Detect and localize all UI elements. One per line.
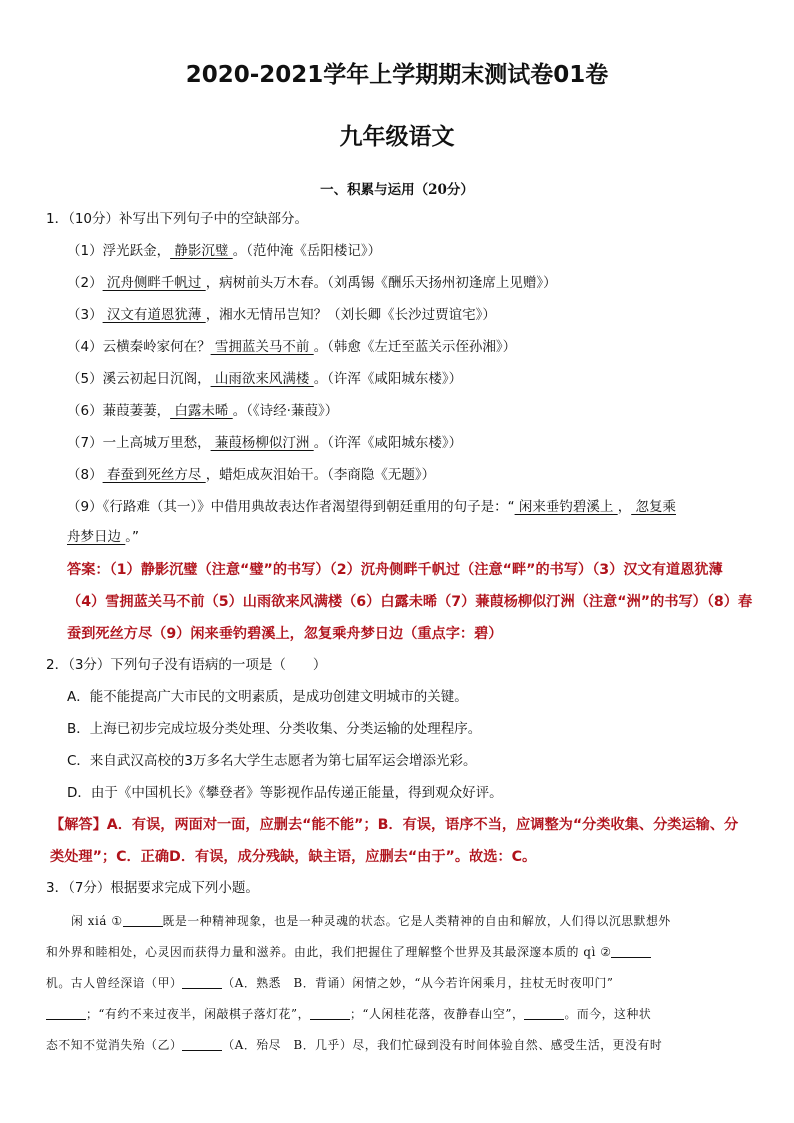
passage-line: 态不知不觉消失殆（乙） （A．殆尽 B．几乎）尽，我们忙碌到没有时间体验自然、感受生活，更没有时: [46, 1038, 663, 1052]
item-answer: 雪拥蓝关马不前: [210, 339, 314, 355]
item-answer: 沉舟侧畔千帆过: [102, 275, 206, 291]
option-a: A．能不能提高广大市民的文明素质，是成功创建文明城市的关键。: [67, 689, 468, 705]
passage-line: 闲 xiá ① 既是一种精神现象，也是一种灵魂的状态。它是人类精神的自由和解放，人们得以沉思默想外: [71, 914, 671, 928]
exam-title: 2020-2021学年上学期期末测试卷01卷: [185, 62, 609, 88]
question-3-stem: 3．（7分）根据要求完成下列小题。: [46, 880, 259, 896]
item-answer: 舟梦日边: [67, 529, 126, 545]
answer-line: 答案：（1）静影沉璧（注意“璧”的书写）（2）沉舟侧畔千帆过（注意“畔”的书写）（3）汉文有道恩犹薄: [67, 562, 723, 578]
question-2-stem: 2．（3分）下列句子没有语病的一项是（ ）: [46, 657, 327, 673]
blank-line: [524, 1005, 564, 1020]
question-1-item-9: （9）《行路难（其一）》中借用典故表达作者渴望得到朝廷重用的句子是：“ 闲来垂钓碧溪上 ， 忽复乘: [67, 499, 676, 515]
item-answer: 静影沉璧: [170, 243, 233, 259]
question-1-item: （6）蒹葭萋萋， 白露未晞 。（《诗经·蒹葭》）: [67, 403, 339, 419]
answer-line: 【解答】A．有误，两面对一面，应删去“能不能”；B．有误，语序不当，应调整为“分类收集、分类运输、分: [50, 817, 739, 833]
option-d: D．由于《中国机长》《攀登者》等影视作品传递正能量，得到观众好评。: [67, 785, 503, 801]
section-heading: 一、积累与运用（20分）: [320, 182, 474, 198]
item-answer: 汉文有道恩犹薄: [102, 307, 206, 323]
item-answer: 山雨欲来风满楼: [210, 371, 314, 387]
option-b: B．上海已初步完成垃圾分类处理、分类收集、分类运输的处理程序。: [67, 721, 482, 737]
question-1-stem: 1．（10分）补写出下列句子中的空缺部分。: [46, 211, 309, 227]
answer-line: 类处理”；C．正确D．有误，成分残缺，缺主语，应删去“由于”。故选：C。: [50, 849, 537, 865]
passage-line: ；“有约不来过夜半，闲敲棋子落灯花”， ；“人闲桂花落，夜静春山空”， 。而今，这种状: [46, 1004, 651, 1024]
item-answer: 蒹葭杨柳似汀洲: [210, 435, 314, 451]
question-1-item: （4）云横秦岭家何在？ 雪拥蓝关马不前 。（韩愈《左迁至蓝关示侄孙湘》）: [67, 339, 517, 355]
item-answer: 闲来垂钓碧溪上: [514, 499, 618, 515]
item-answer: 春蚕到死丝方尽: [102, 467, 206, 483]
question-1-item-9-cont: 舟梦日边 。”: [67, 529, 140, 545]
answer-line: （4）雪拥蓝关马不前（5）山雨欲来风满楼（6）白露未晞（7）蒹葭杨柳似汀洲（注意“洲”的书写）（8）春: [67, 594, 753, 610]
blank-line: [46, 1005, 86, 1020]
item-answer: 白露未晞: [170, 403, 233, 419]
answer-line: 蚕到死丝方尽（9）闲来垂钓碧溪上，忽复乘舟梦日边（重点字：碧）: [67, 626, 503, 642]
blank-line: [182, 974, 222, 989]
blank-line: [611, 943, 651, 958]
question-1-item: （8） 春蚕到死丝方尽 ，蜡炬成灰泪始干。（李商隐《无题》）: [67, 467, 436, 483]
question-1-item: （5）溪云初起日沉阁， 山雨欲来风满楼 。（许浑《咸阳城东楼》）: [67, 371, 463, 387]
blank-line: [310, 1005, 350, 1020]
option-c: C．来自武汉高校的3万多名大学生志愿者为第七届军运会增添光彩。: [67, 753, 477, 769]
question-1-item: （1）浮光跃金， 静影沉璧 。（范仲淹《岳阳楼记》）: [67, 243, 382, 259]
question-1-item: （3） 汉文有道恩犹薄 ，湘水无情吊岂知？（刘长卿《长沙过贾谊宅》）: [67, 307, 496, 323]
exam-subtitle: 九年级语文: [339, 124, 455, 150]
passage-line: 和外界和睦相处，心灵因而获得力量和滋养。由此，我们把握住了理解整个世界及其最深邃本质的 qì ②: [46, 942, 651, 962]
question-1-item: （7）一上高城万里愁， 蒹葭杨柳似汀洲 。（许浑《咸阳城东楼》）: [67, 435, 463, 451]
question-1-item: （2） 沉舟侧畔千帆过 ，病树前头万木春。（刘禹锡《酬乐天扬州初逢席上见赠》）: [67, 275, 557, 291]
item-answer: 忽复乘: [631, 499, 676, 515]
blank-line: [182, 1036, 222, 1051]
passage-line: 机。古人曾经深谙（甲） （A．熟悉 B．背诵）闲情之妙，“从今若许闲乘月，拄杖无时夜叩门”: [46, 976, 614, 990]
blank-line: [123, 912, 163, 927]
